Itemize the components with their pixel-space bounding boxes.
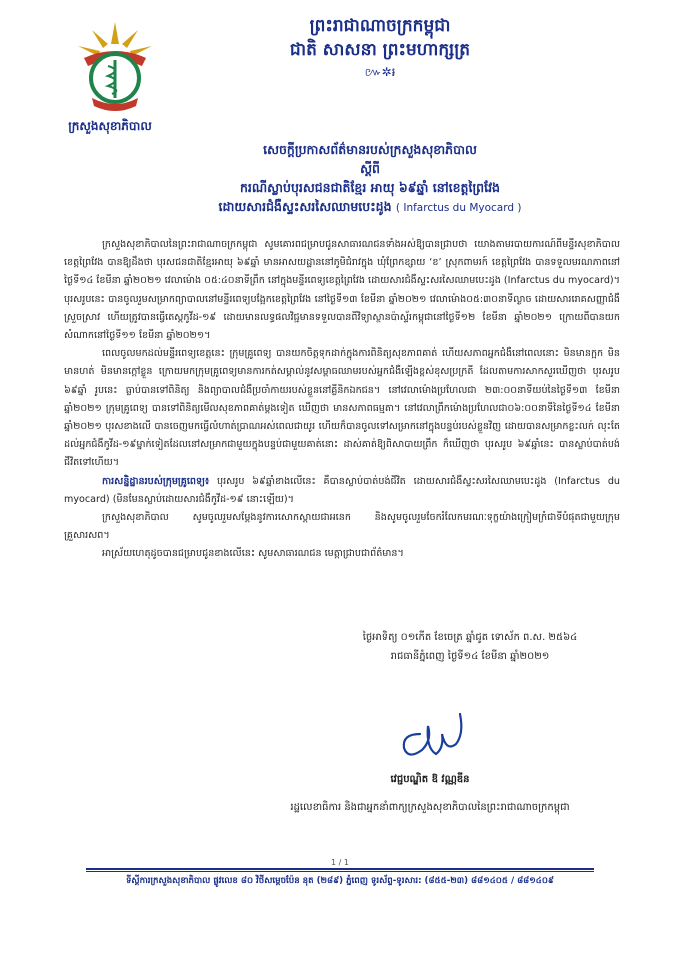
footer-divider-thin xyxy=(86,871,594,872)
conclusion-text: បុរសរូប ៦៩ឆ្នាំខាងលើនេះ គឺបានស្លាប់បាត់បង់ជីវិត ដោយសារជំងឺស្ទះសរសៃឈាមបេះដូង (Infarctus du myocard) (មិនមែនស្លាប់ដោយសារជំងឺកូវីដ-១៩ នោះឡើយ)។ xyxy=(64,475,620,505)
paragraph-5: អាស្រ័យហេតុដូចបានជម្រាបជូនខាងលើនេះ សូមសាធារណជន មេត្តាជ្រាបជាព័ត៌មាន។ xyxy=(102,548,404,560)
ornament: ៚✲៛ xyxy=(364,65,396,79)
footer-address: ទីស្តីការក្រសួងសុខាភិបាល ផ្លូវលេខ ៨០ វិថីសម្តេចប៉ែន នុត (២៨៩) ភ្នំពេញ ទូរស័ព្ទ-ទូរសារ: (៨៥៥-២៣) ៨៨១៤០៥ / ៨៨១៤០៩ xyxy=(125,876,555,886)
title-line-1: សេចក្តីប្រកាសព័ត៌មានរបស់ក្រសួងសុខាភិបាល xyxy=(263,142,477,157)
motto-line: ជាតិ សាសនា ព្រះមហាក្សត្រ xyxy=(289,40,471,60)
page-number: 1 / 1 xyxy=(331,858,349,867)
ministry-name: ក្រសួងសុខាភិបាល xyxy=(68,119,152,133)
kingdom-line: ព្រះរាជាណាចក្រកម្ពុជា xyxy=(309,16,451,36)
title-line-2: ស្តីពី xyxy=(360,161,380,176)
paragraph-4: ក្រសួងសុខាភិបាល សូមចូលរួមសម្តែងនូវការសោកស្តាយជាអនេក និងសូមចូលរួមចែករំលែកមរណៈទុក្ខយ៉ាងក្រៀមក្រំជាទីបំផុតជាមួយក្រុមគ្រួសារសព។ xyxy=(64,512,620,542)
handwritten-signature xyxy=(390,704,470,764)
kingdom-motto xyxy=(230,14,530,80)
ministry-of-health-emblem-icon xyxy=(70,14,160,114)
paragraph-2: ពេលចូលមកដល់មន្ទីរពេទ្យខេត្តនេះ ក្រុមគ្រូពេទ្យ បានយកចិត្តទុកដាក់ក្នុងការពិនិត្យសុខភាពគាត់ ហើយសភាពអ្នកជំងឺនៅពេលនោះ មិនមានក្អក មិនមានហត់ មិនមានក្តៅខ្លួន ក្រោយមកក្រុមគ្រូពេទ្យមានការកត់សម្គាល់នូវសម្ពាធឈាមរបស់អ្នកជំងឺឡើងខ្ពស់ខុសប្រក្រតី ដែលតាមការសាកសួរឃើញថា បុរសរូប ៦៩ឆ្នាំ រូបនេះ ធ្លាប់បានទៅពិនិត្យ និងព្យាបាលជំងឺប្រចាំកាយរបស់ខ្លួននៅគ្លីនិកឯកជន។ នៅវេលាម៉ោងប្រហែលជា ២៣:០០នាទីយប់នៃថ្ងៃទី១៣ ខែមីនា ឆ្នាំ២០២១ ក្រុមគ្រូពេទ្យ បានទៅពិនិត្យមើលសុខភាពគាត់ម្តងទៀត ឃើញថា មានសភាពធម្មតា។ នៅវេលាព្រឹកម៉ោងប្រហែលជា០៦:០០នាទីនៃថ្ងៃទី១៤ ខែមីនា ឆ្នាំ២០២១ បុរសខាងលើ បានចេញមកធ្វើលំហាត់ប្រាណអស់ពេលជាយូរ ហើយក៏បានចូលទៅសម្រាកនៅក្នុងបន្ទប់របស់ខ្លួនវិញ ដោយបានសម្រាកខ្លះលក់ លុះតែដល់អ្នកជំងឺកូវីដ-១៩ម្នាក់ទៀតដែលនៅសម្រាកជាមួយក្នុងបន្ទប់ជាមួយគាត់នោះ ដាស់គាត់ឱ្យពិសាបាយព្រឹក ក៏ឃើញថា បុរសរូប ៦៩ឆ្នាំនេះ បានស្លាប់បាត់បង់ជីវិតទៅហើយ។ xyxy=(64,348,620,469)
title-line-3: ករណីស្លាប់បុរសជនជាតិខ្មែរ អាយុ ៦៩ឆ្នាំ នៅខេត្តព្រៃវែង xyxy=(239,180,500,195)
signer-title: រដ្ឋលេខាធិការ និងជាអ្នកនាំពាក្យក្រសួងសុខាភិបាលនៃព្រះរាជាណាចក្រកម្ពុជា xyxy=(290,802,570,813)
title-line-4-latin: ( Infarctus du Myocard ) xyxy=(395,202,522,214)
announcement-title xyxy=(140,140,600,218)
lunar-date: ថ្ងៃអាទិត្យ ០១កើត ខែចេត្រ ឆ្នាំជូត ទោស័ក ព.ស. ២៥៦៤ xyxy=(362,632,578,643)
date-block xyxy=(300,628,640,666)
footer-divider xyxy=(86,868,594,870)
title-line-4 xyxy=(140,197,600,218)
paragraph-1: ក្រសួងសុខាភិបាលនៃព្រះរាជាណាចក្រកម្ពុជា សូមគោរពជម្រាបជូនសាធារណជនទាំងអស់ឱ្យបានជ្រាបថា យោងតាមរបាយការណ៍ពីមន្ទីរសុខាភិបាលខេត្តព្រៃវែង បានឱ្យដឹងថា បុរសជនជាតិខ្មែរអាយុ ៦៩ឆ្នាំ មានអាសយដ្ឋាននៅភូមិជំរាវក្នុង ឃុំព្រែកខ្សាយ ‘ខ’ ស្រុកពាមរក៍ ខេត្តព្រៃវែង បានទទួលមរណភាពនៅថ្ងៃទី១៤ ខែមីនា ឆ្នាំ២០២១ វេលាម៉ោង ០៥:៤០នាទីព្រឹក នៅក្នុងមន្ទីរពេទ្យខេត្តព្រៃវែង ដោយសារជំងឺស្ទះសរសៃឈាមបេះដូង (Infarctus du myocard)។ បុរសរូបនេះ បានចូលរួមសម្រាកព្យាបាលនៅមន្ទីរពេទ្យបង្អែកខេត្តព្រៃវែង នៅថ្ងៃទី១៣ ខែមីនា ឆ្នាំ២០២១ វេលាម៉ោង០៥:៣០នាទីល្ងាច ដោយសាររោគសញ្ញាជំងឺស្រួចស្រាវ ហើយត្រូវបានធ្វើតេស្តកូវីដ-១៩ ដោយមានលទ្ធផលវិជ្ជមានទទួលបានពីវិទ្យាស្ថានប៉ាស្ទ័រកម្ពុជានៅថ្ងៃទី១២ ខែមីនា ឆ្នាំ២០២១ ក្រោយពីបានយកសំណាកនៅថ្ងៃទី១១ ខែមីនា ឆ្នាំ២០២១។ xyxy=(64,239,620,342)
title-line-4-khmer: ដោយសារជំងឺស្ទះសរសៃឈាមបេះដូង xyxy=(218,199,392,214)
announcement-body xyxy=(64,236,620,564)
signer-name: វេជ្ជបណ្ឌិត ឱ វណ្ណឌីន xyxy=(390,774,470,785)
paragraph-3 xyxy=(64,473,620,509)
conclusion-label: ការសន្និដ្ឋានរបស់ក្រុមគ្រូពេទ្យ៖ xyxy=(102,475,210,487)
solar-date: រាជធានីភ្នំពេញ ថ្ងៃទី១៤ ខែមីនា ឆ្នាំ២០២១ xyxy=(390,651,550,662)
